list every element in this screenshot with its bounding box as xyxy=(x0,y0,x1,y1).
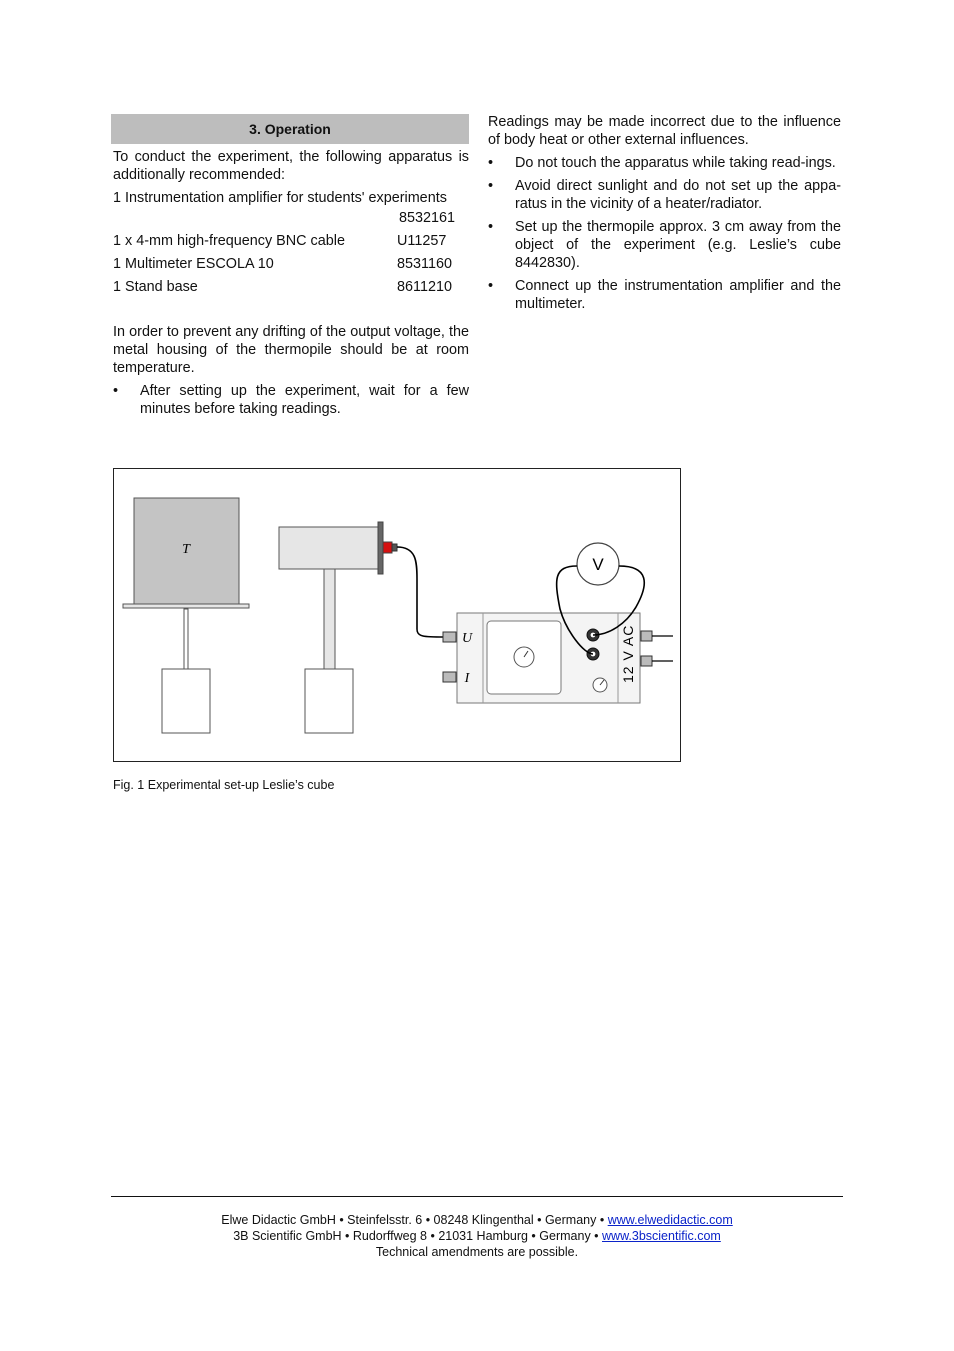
instrumentation-amplifier xyxy=(443,613,673,703)
left-bullet-list xyxy=(111,382,469,418)
apparatus-item: 1 Multimeter ESCOLA 10 xyxy=(113,256,274,272)
apparatus-row xyxy=(111,189,469,227)
input-u-jack xyxy=(443,632,456,642)
right-column xyxy=(488,113,841,313)
experiment-figure xyxy=(113,468,681,762)
apparatus-intro: To conduct the experiment, the following apparatus is additionally recommended: xyxy=(113,149,469,183)
apparatus-number: 8611210 xyxy=(397,279,452,295)
cube-stand xyxy=(162,609,210,733)
apparatus-row xyxy=(111,230,469,253)
apparatus-number: U11257 xyxy=(397,233,447,249)
footer-amendments: Technical amendments are possible. xyxy=(375,1245,579,1259)
input-i-label: I xyxy=(464,671,470,686)
apparatus-number: 8531160 xyxy=(397,256,452,272)
cube-label: T xyxy=(182,542,190,557)
footer-line-3b: 3B Scientific GmbH • Rudorffweg 8 • 21031 Hamburg • Germany • www.3bscientific.com xyxy=(233,1229,721,1243)
influence-paragraph: Readings may be made incorrect due to the influence of body heat or other external influences. xyxy=(488,114,841,148)
power-jack xyxy=(641,631,652,641)
power-label: 12 V AC xyxy=(620,624,636,683)
voltmeter-label: V xyxy=(592,555,604,574)
apparatus-number: 8532161 xyxy=(399,210,456,226)
drift-paragraph: In order to prevent any drifting of the output voltage, the metal housing of the thermopile should be at room temperature. xyxy=(113,324,469,376)
apparatus-row xyxy=(111,276,469,299)
thermopile xyxy=(279,522,397,574)
bnc-cable xyxy=(397,547,444,637)
footer xyxy=(111,1212,843,1260)
left-column xyxy=(111,114,469,418)
bullet-item: • After setting up the experiment, wait for a few minutes before taking readings. xyxy=(113,382,469,418)
apparatus-item: 1 x 4-mm high-frequency BNC cable xyxy=(113,233,345,249)
3bscientific-link[interactable]: www.3bscientific.com xyxy=(602,1229,721,1243)
thermopile-stand xyxy=(305,569,353,733)
bullet-item: • Do not touch the apparatus while taking read-ings. xyxy=(488,154,841,172)
apparatus-item: 1 Stand base xyxy=(113,279,198,295)
leslie-cube xyxy=(123,498,249,608)
setup-diagram xyxy=(114,469,682,763)
figure-caption: Fig. 1 Experimental set-up Leslie’s cube xyxy=(113,778,335,792)
bullet-item: • Connect up the instrumentation amplifier and the multimeter. xyxy=(488,277,841,313)
apparatus-row xyxy=(111,253,469,276)
bullet-item: • Set up the thermopile approx. 3 cm away from the object of the experiment (e.g. Leslie’s cube 8442830). xyxy=(488,218,841,272)
input-i-jack xyxy=(443,672,456,682)
apparatus-item: 1 Instrumentation amplifier for students' experiments xyxy=(113,190,447,206)
elwedidactic-link[interactable]: www.elwedidactic.com xyxy=(607,1213,733,1227)
footer-rule xyxy=(111,1196,843,1197)
power-jack xyxy=(641,656,652,666)
section-heading: 3. Operation xyxy=(111,114,469,144)
input-u-label: U xyxy=(461,631,473,646)
bullet-item: • Avoid direct sunlight and do not set up the appa-ratus in the vicinity of a heater/radiator. xyxy=(488,177,841,213)
right-bullet-list xyxy=(488,154,841,313)
footer-line-elwe: Elwe Didactic GmbH • Steinfelsstr. 6 • 08248 Klingenthal • Germany • www.elwedidactic.com xyxy=(221,1213,733,1227)
